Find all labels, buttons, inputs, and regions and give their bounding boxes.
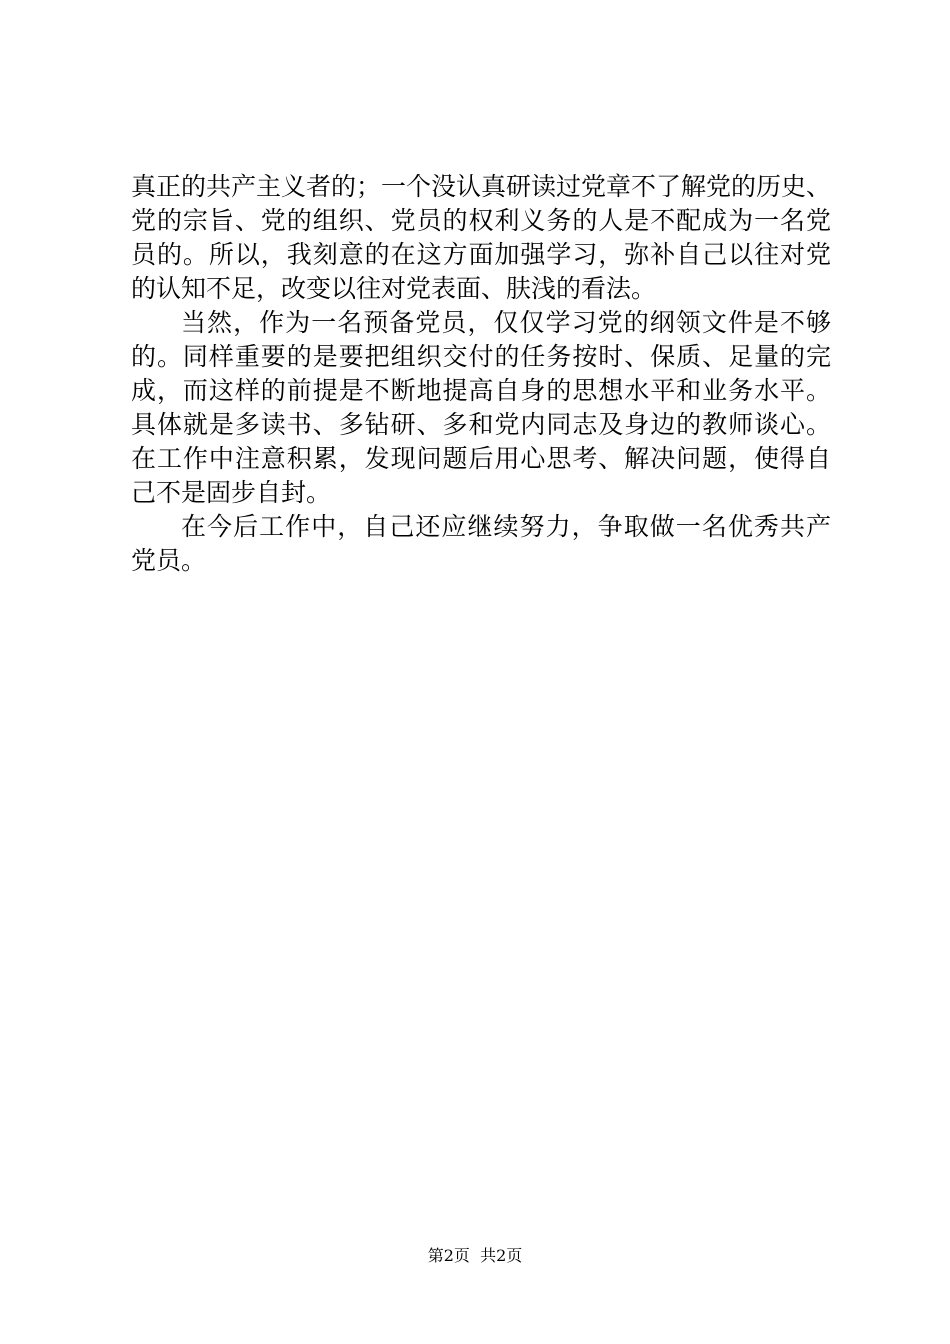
text-line: 的认知不足，改变以往对党表面、肤浅的看法。 [131, 274, 657, 303]
text-line: 党的宗旨、党的组织、党员的权利义务的人是不配成为一名党 [131, 206, 831, 235]
text-line: 在工作中注意积累，发现问题后用心思考、解决问题，使得自 [131, 444, 831, 473]
text-line: 真正的共产主义者的；一个没认真研读过党章不了解党的历史、 [131, 172, 832, 201]
text-line: 具体就是多读书、多钻研、多和党内同志及身边的教师谈心。 [131, 410, 831, 439]
text-line: 的。同样重要的是要把组织交付的任务按时、保质、足量的完 [131, 342, 831, 371]
text-line: 员的。所以，我刻意的在这方面加强学习，弥补自己以往对党 [131, 240, 831, 269]
paragraph-start-line: 在今后工作中，自己还应继续努力，争取做一名优秀共产 [181, 512, 831, 541]
document-body [131, 170, 831, 578]
text-line: 成，而这样的前提是不断地提高自身的思想水平和业务水平。 [131, 376, 831, 405]
text-line: 己不是固步自封。 [131, 478, 332, 507]
page-number-footer: 第2页 共2页 [427, 1246, 523, 1265]
paragraph-start-line: 当然，作为一名预备党员，仅仅学习党的纲领文件是不够 [181, 308, 831, 337]
text-line: 党员。 [131, 546, 207, 575]
